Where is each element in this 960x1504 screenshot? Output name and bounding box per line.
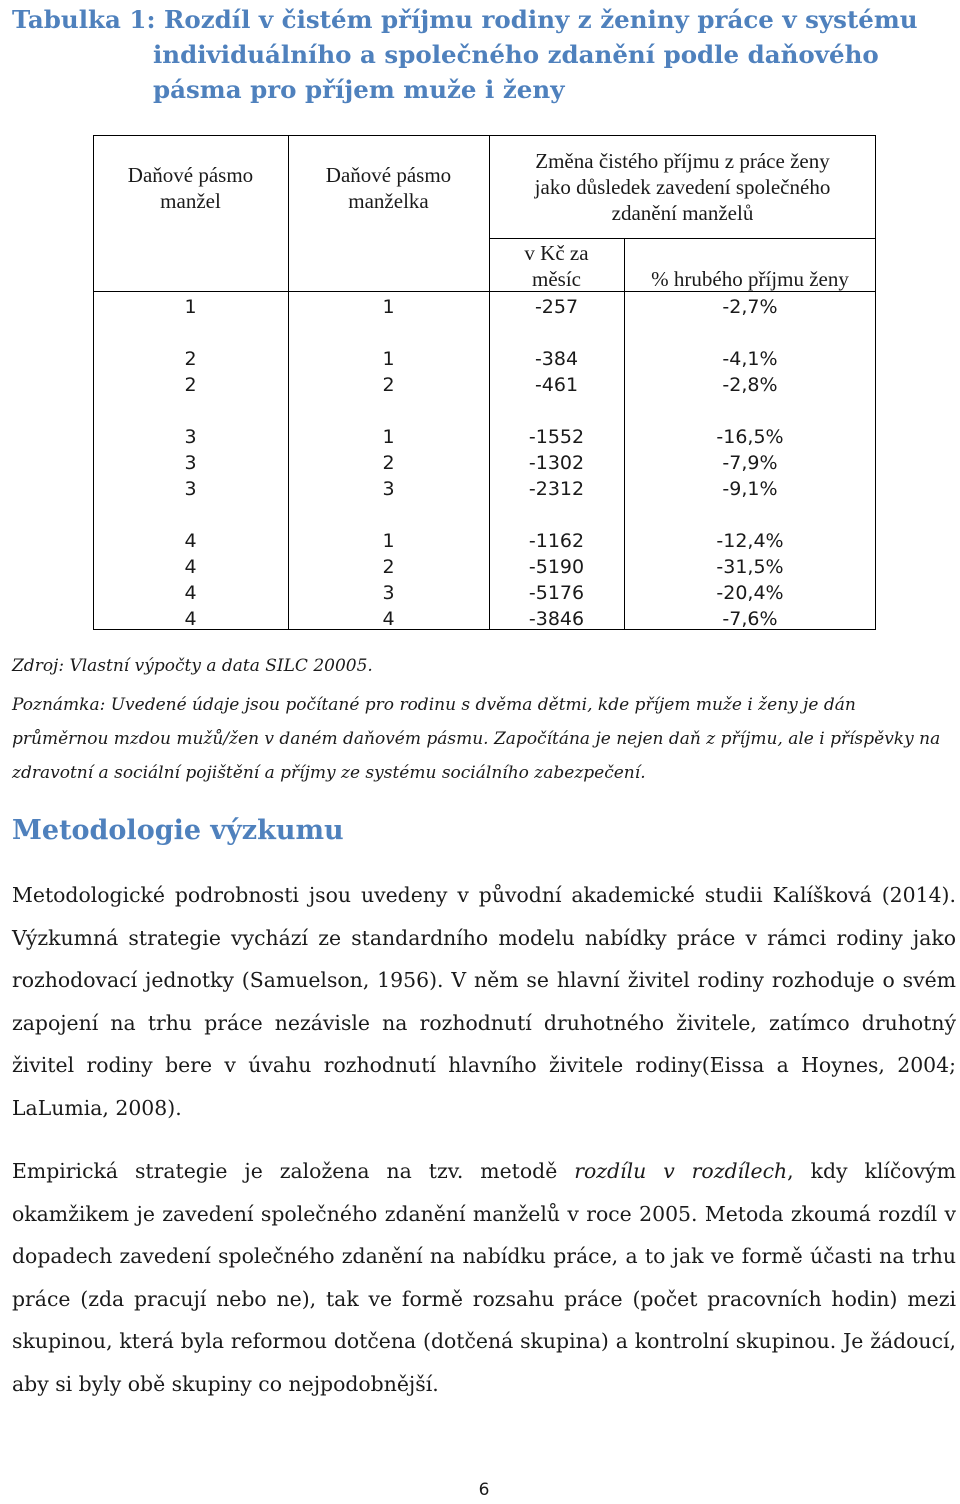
table-subheader-border [489, 238, 876, 239]
table-cell-wife: 1 [382, 426, 395, 448]
table-cell-wife: 3 [382, 582, 395, 604]
header-husband-band [93, 162, 288, 214]
table-cell-pct: -20,4% [716, 582, 784, 604]
subheader-pct: % hrubého příjmu ženy [651, 267, 849, 291]
header-change [489, 148, 876, 226]
table-cell-husband: 4 [184, 556, 197, 578]
table-cell-pct: -2,8% [722, 374, 778, 396]
table-cell-pct: -16,5% [716, 426, 784, 448]
table-cell-wife: 3 [382, 478, 395, 500]
table-note: Poznámka: Uvedené údaje jsou počítané pro rodinu s dvěma dětmi, kde příjem muže i ženy je dán průměrnou mzdou mužů/žen v daném daňovém pásmu. Započítána je nejen daň z příjmu, ale i příspěvky na zdravotní a sociální pojištění a příjmy ze systému sociálního zabezpečení. [12, 695, 941, 783]
table-cell-wife: 4 [382, 608, 395, 630]
table-cell-wife: 1 [382, 348, 395, 370]
subheader-czk-line2: měsíc [532, 267, 581, 291]
table-cell-czk: -257 [534, 296, 579, 318]
table-cell-husband: 1 [184, 296, 197, 318]
table-cell-husband: 3 [184, 426, 197, 448]
table-cell-pct: -12,4% [716, 530, 784, 552]
table-cell-husband: 2 [184, 374, 197, 396]
table-cell-pct: -31,5% [716, 556, 784, 578]
table-cell-pct: -4,1% [722, 348, 778, 370]
header-change-line2: jako důsledek zavedení společného [534, 175, 831, 199]
paragraph-2-text-a: Empirická strategie je založena na tzv. metodě [12, 1159, 575, 1183]
table-cell-pct: -2,7% [722, 296, 778, 318]
paragraph-2 [12, 1150, 956, 1405]
paragraph-1: Metodologické podrobnosti jsou uvedeny v původní akademické studii Kalíšková (2014). Výzkumná strategie vychází ze standardního modelu nabídky práce v rámci rodiny jako rozhodovací jednotky (Samuelson, 1956). V něm se hlavní živitel rodiny rozhoduje o svém zapojení na trhu práce nezávisle na rozhodnutí druhotného živitele, zatímco druhotný živitel rodiny bere v úvahu rozhodnutí hlavního živitele rodiny(Eissa a Hoynes, 2004; LaLumia, 2008). [12, 883, 956, 1120]
table-cell-husband: 3 [184, 452, 197, 474]
table-cell-czk: -3846 [528, 608, 585, 630]
table-title [12, 2, 942, 107]
table-cell-czk: -5176 [528, 582, 585, 604]
table-cell-wife: 2 [382, 374, 395, 396]
title-line-2: individuálního a společného zdanění podle daňového [153, 40, 879, 69]
table-cell-husband: 2 [184, 348, 197, 370]
subheader-czk-line1: v Kč za [524, 241, 589, 265]
table-cell-pct: -9,1% [722, 478, 778, 500]
table-cell-wife: 2 [382, 452, 395, 474]
title-line-3: pásma pro příjem muže i ženy [153, 75, 565, 104]
table-cell-wife: 2 [382, 556, 395, 578]
table-cell-czk: -1162 [528, 530, 585, 552]
paragraph-2-text-b: , kdy klíčovým okamžikem je zavedení společného zdanění manželů v roce 2005. Metoda zkoumá rozdíl v dopadech zavedení společného zdanění na nabídku práce, a to jak ve formě účasti na trhu práce (zda pracují nebo ne), tak ve formě rozsahu práce (počet pracovních hodin) mezi skupinou, která byla reformou dotčena (dotčená skupina) a kontrolní skupinou. Je žádoucí, aby si byly obě skupiny co nejpodobnější. [12, 1159, 956, 1396]
table-cell-wife: 1 [382, 530, 395, 552]
header-wife-band [288, 162, 489, 214]
page-number: 6 [478, 1480, 490, 1500]
header-husband-line1: Daňové pásmo [127, 163, 254, 187]
table-cell-czk: -384 [534, 348, 579, 370]
table-cell-wife: 1 [382, 296, 395, 318]
table-cell-husband: 4 [184, 608, 197, 630]
table-cell-husband: 4 [184, 582, 197, 604]
table-cell-husband: 4 [184, 530, 197, 552]
header-change-line1: Změna čistého příjmu z práce ženy [535, 149, 830, 173]
header-husband-line2: manžel [160, 189, 221, 213]
paragraph-2-italic: rozdílu v rozdílech [574, 1159, 788, 1183]
table-cell-pct: -7,6% [722, 608, 778, 630]
table-cell-czk: -1302 [528, 452, 585, 474]
table-cell-czk: -2312 [528, 478, 585, 500]
table-top-border [93, 135, 876, 136]
header-change-line3: zdanění manželů [611, 201, 754, 225]
header-wife-line1: Daňové pásmo [325, 163, 452, 187]
table-cell-husband: 3 [184, 478, 197, 500]
table-cell-czk: -461 [534, 374, 579, 396]
table-cell-czk: -1552 [528, 426, 585, 448]
table-source: Zdroj: Vlastní výpočty a data SILC 20005. [12, 656, 373, 676]
subheader-czk [489, 240, 624, 292]
title-line-1: Tabulka 1: Rozdíl v čistém příjmu rodiny z ženiny práce v systému [12, 5, 918, 34]
table-cell-czk: -5190 [528, 556, 585, 578]
section-heading: Metodologie výzkumu [12, 815, 344, 846]
header-wife-line2: manželka [348, 189, 429, 213]
table-cell-pct: -7,9% [722, 452, 778, 474]
